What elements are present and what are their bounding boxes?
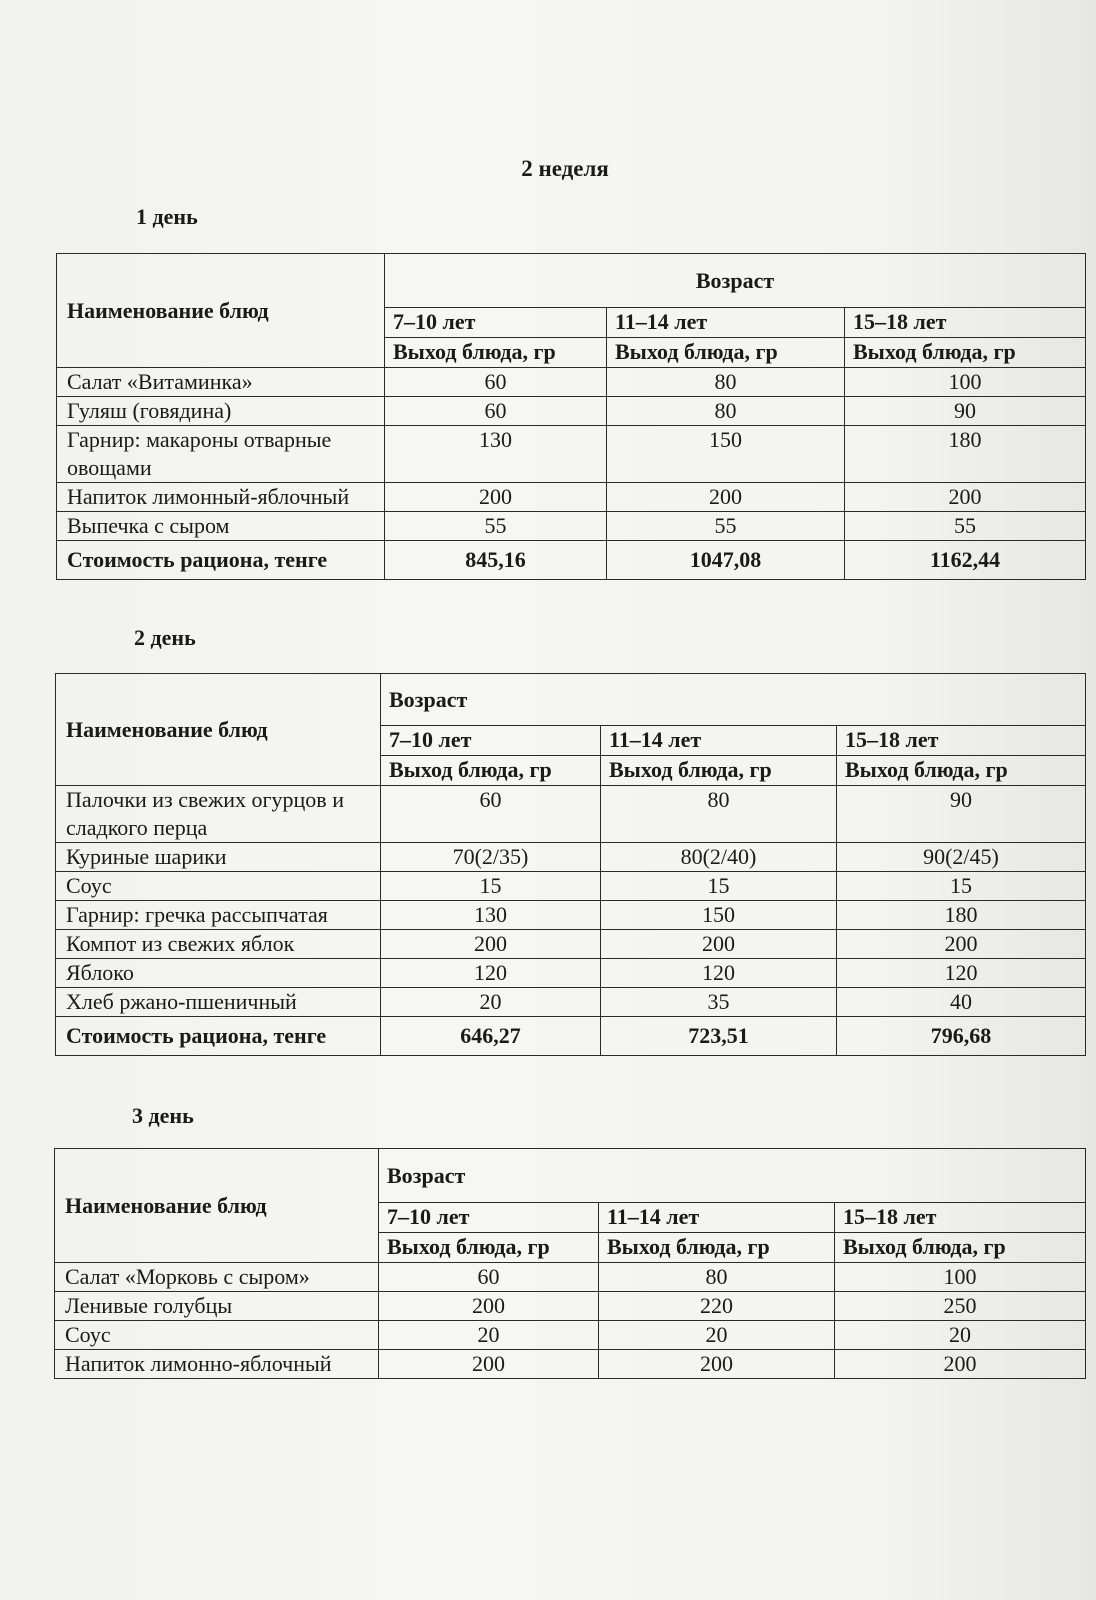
table-row xyxy=(56,786,1086,843)
portion-7-10: 20 xyxy=(379,1321,599,1350)
portion-11-14: 150 xyxy=(601,901,837,930)
week-title: 2 неделя xyxy=(521,156,609,181)
portion-15-18: 200 xyxy=(837,930,1086,959)
table-row xyxy=(56,901,1086,930)
portion-11-14: 80 xyxy=(599,1263,835,1292)
portion-15-18: 20 xyxy=(835,1321,1086,1350)
day-3-title: 3 день xyxy=(132,1103,194,1128)
portion-7-10: 130 xyxy=(385,426,607,483)
dish-name: Ленивые голубцы xyxy=(55,1292,379,1321)
day-3-table xyxy=(54,1148,1086,1379)
dish-name: Палочки из свежих огурцов и сладкого перца xyxy=(56,786,381,843)
output-header: Выход блюда, гр xyxy=(381,756,601,786)
dish-name: Соус xyxy=(55,1321,379,1350)
portion-11-14: 220 xyxy=(599,1292,835,1321)
portion-15-18: 90 xyxy=(845,397,1086,426)
age-15-18: 15–18 лет xyxy=(837,726,1086,756)
dish-name: Соус xyxy=(56,872,381,901)
day-2-table xyxy=(55,673,1086,1056)
age-11-14: 11–14 лет xyxy=(599,1203,835,1233)
table-row xyxy=(56,930,1086,959)
output-header: Выход блюда, гр xyxy=(845,338,1086,368)
table-row xyxy=(56,988,1086,1017)
portion-11-14: 80 xyxy=(607,368,845,397)
portion-7-10: 200 xyxy=(379,1350,599,1379)
output-header: Выход блюда, гр xyxy=(385,338,607,368)
age-header: Возраст xyxy=(381,674,1086,726)
table-row xyxy=(57,397,1086,426)
table-row xyxy=(57,483,1086,512)
age-11-14: 11–14 лет xyxy=(607,308,845,338)
portion-15-18: 100 xyxy=(845,368,1086,397)
dish-name: Хлеб ржано-пшеничный xyxy=(56,988,381,1017)
total-label: Стоимость рациона, тенге xyxy=(57,541,385,580)
total-7-10: 845,16 xyxy=(385,541,607,580)
portion-7-10: 120 xyxy=(381,959,601,988)
age-11-14: 11–14 лет xyxy=(601,726,837,756)
table-row xyxy=(57,368,1086,397)
portion-7-10: 130 xyxy=(381,901,601,930)
portion-7-10: 60 xyxy=(381,786,601,843)
output-header: Выход блюда, гр xyxy=(835,1233,1086,1263)
table-row xyxy=(56,959,1086,988)
dish-name: Куриные шарики xyxy=(56,843,381,872)
portion-7-10: 60 xyxy=(379,1263,599,1292)
age-15-18: 15–18 лет xyxy=(835,1203,1086,1233)
portion-7-10: 60 xyxy=(385,368,607,397)
portion-15-18: 90 xyxy=(837,786,1086,843)
dish-header: Наименование блюд xyxy=(57,254,385,368)
portion-11-14: 80(2/40) xyxy=(601,843,837,872)
portion-15-18: 180 xyxy=(837,901,1086,930)
portion-11-14: 15 xyxy=(601,872,837,901)
table-row xyxy=(55,1321,1086,1350)
output-header: Выход блюда, гр xyxy=(837,756,1086,786)
table-row xyxy=(57,426,1086,483)
day-1-title: 1 день xyxy=(136,204,198,229)
portion-7-10: 200 xyxy=(385,483,607,512)
dish-name: Компот из свежих яблок xyxy=(56,930,381,959)
total-11-14: 1047,08 xyxy=(607,541,845,580)
portion-15-18: 55 xyxy=(845,512,1086,541)
portion-11-14: 80 xyxy=(601,786,837,843)
portion-11-14: 20 xyxy=(599,1321,835,1350)
age-7-10: 7–10 лет xyxy=(379,1203,599,1233)
table-row xyxy=(55,1350,1086,1379)
dish-name: Салат «Морковь с сыром» xyxy=(55,1263,379,1292)
portion-11-14: 80 xyxy=(607,397,845,426)
portion-7-10: 70(2/35) xyxy=(381,843,601,872)
portion-15-18: 200 xyxy=(835,1350,1086,1379)
output-header: Выход блюда, гр xyxy=(607,338,845,368)
table-row xyxy=(56,872,1086,901)
portion-11-14: 120 xyxy=(601,959,837,988)
portion-7-10: 200 xyxy=(381,930,601,959)
dish-name: Салат «Витаминка» xyxy=(57,368,385,397)
portion-15-18: 90(2/45) xyxy=(837,843,1086,872)
portion-7-10: 200 xyxy=(379,1292,599,1321)
portion-15-18: 120 xyxy=(837,959,1086,988)
dish-name: Гуляш (говядина) xyxy=(57,397,385,426)
portion-15-18: 15 xyxy=(837,872,1086,901)
dish-name: Выпечка с сыром xyxy=(57,512,385,541)
portion-11-14: 200 xyxy=(601,930,837,959)
dish-header: Наименование блюд xyxy=(56,674,381,786)
portion-15-18: 250 xyxy=(835,1292,1086,1321)
age-7-10: 7–10 лет xyxy=(381,726,601,756)
total-7-10: 646,27 xyxy=(381,1017,601,1056)
portion-15-18: 40 xyxy=(837,988,1086,1017)
portion-15-18: 100 xyxy=(835,1263,1086,1292)
dish-name: Напиток лимонно-яблочный xyxy=(55,1350,379,1379)
total-15-18: 796,68 xyxy=(837,1017,1086,1056)
portion-7-10: 15 xyxy=(381,872,601,901)
portion-15-18: 200 xyxy=(845,483,1086,512)
portion-11-14: 200 xyxy=(607,483,845,512)
dish-name: Гарнир: макароны отварные овощами xyxy=(57,426,385,483)
table-row xyxy=(55,1263,1086,1292)
output-header: Выход блюда, гр xyxy=(601,756,837,786)
portion-7-10: 20 xyxy=(381,988,601,1017)
portion-11-14: 150 xyxy=(607,426,845,483)
total-15-18: 1162,44 xyxy=(845,541,1086,580)
age-header: Возраст xyxy=(385,254,1086,308)
portion-11-14: 35 xyxy=(601,988,837,1017)
total-row xyxy=(57,541,1086,580)
dish-name: Гарнир: гречка рассыпчатая xyxy=(56,901,381,930)
portion-11-14: 200 xyxy=(599,1350,835,1379)
output-header: Выход блюда, гр xyxy=(379,1233,599,1263)
dish-name: Напиток лимонный-яблочный xyxy=(57,483,385,512)
day-2-title: 2 день xyxy=(134,625,196,650)
total-11-14: 723,51 xyxy=(601,1017,837,1056)
table-row xyxy=(56,843,1086,872)
age-header: Возраст xyxy=(379,1149,1086,1203)
output-header: Выход блюда, гр xyxy=(599,1233,835,1263)
age-15-18: 15–18 лет xyxy=(845,308,1086,338)
total-row xyxy=(56,1017,1086,1056)
dish-name: Яблоко xyxy=(56,959,381,988)
table-row xyxy=(57,512,1086,541)
portion-7-10: 55 xyxy=(385,512,607,541)
dish-header: Наименование блюд xyxy=(55,1149,379,1263)
portion-11-14: 55 xyxy=(607,512,845,541)
day-1-table xyxy=(56,253,1086,580)
table-row xyxy=(55,1292,1086,1321)
age-7-10: 7–10 лет xyxy=(385,308,607,338)
total-label: Стоимость рациона, тенге xyxy=(56,1017,381,1056)
portion-7-10: 60 xyxy=(385,397,607,426)
portion-15-18: 180 xyxy=(845,426,1086,483)
